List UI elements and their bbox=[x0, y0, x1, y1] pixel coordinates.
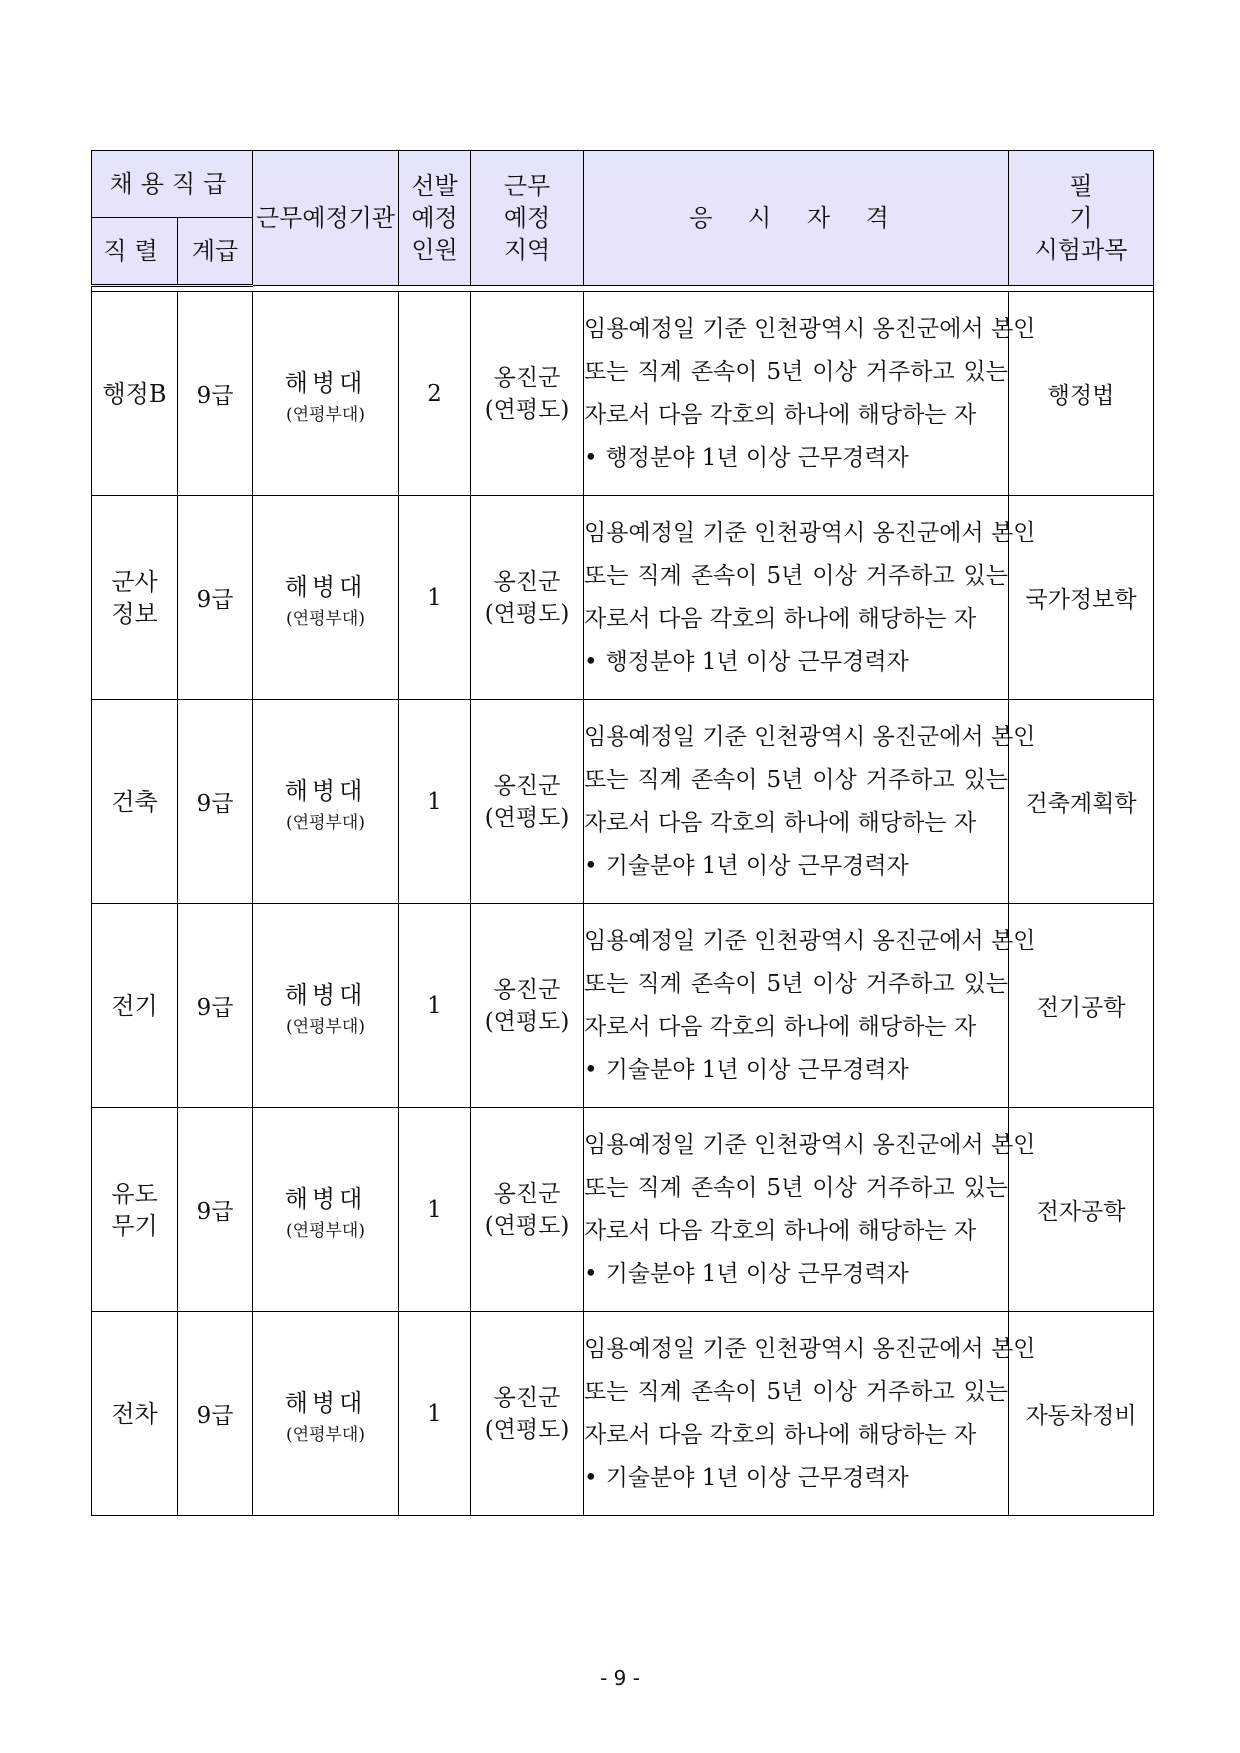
org-name: 해병대 bbox=[284, 368, 367, 397]
qualification-line: 임용예정일 기준 인천광역시 옹진군에서 본인 bbox=[584, 315, 1036, 342]
series-line: 건축 bbox=[111, 787, 158, 816]
series-line: 정보 bbox=[111, 599, 158, 628]
org-unit: (연평부대) bbox=[286, 1220, 365, 1241]
qualification-line: 또는 직계 존속이 5년 이상 거주하고 있는 bbox=[584, 562, 1008, 589]
header-location-line: 예정 bbox=[503, 204, 551, 232]
cell-series bbox=[92, 904, 178, 1108]
qualification-line: 임용예정일 기준 인천광역시 옹진군에서 본인 bbox=[584, 1335, 1036, 1362]
header-grade: 계급 bbox=[178, 218, 253, 286]
table-body bbox=[92, 286, 1154, 1516]
org-unit: (연평부대) bbox=[286, 608, 365, 629]
location-name: 옹진군 bbox=[493, 364, 561, 391]
series-line: 군사 bbox=[111, 567, 158, 596]
cell-grade: 9급 bbox=[178, 496, 253, 700]
cell-location bbox=[471, 904, 584, 1108]
table-row bbox=[92, 292, 1154, 496]
table-row bbox=[92, 700, 1154, 904]
cell-headcount: 1 bbox=[399, 496, 471, 700]
cell-series bbox=[92, 496, 178, 700]
table-header bbox=[92, 151, 1154, 286]
location-name: 옹진군 bbox=[493, 1180, 561, 1207]
header-exam-subject-line: 필 기 bbox=[1069, 172, 1121, 232]
qualification-line: 자로서 다음 각호의 하나에 해당하는 자 bbox=[584, 809, 977, 836]
org-unit: (연평부대) bbox=[286, 404, 365, 425]
org-name: 해병대 bbox=[284, 980, 367, 1009]
table-row bbox=[92, 1108, 1154, 1312]
cell-grade: 9급 bbox=[178, 1108, 253, 1312]
org-unit: (연평부대) bbox=[286, 812, 365, 833]
cell-series bbox=[92, 292, 178, 496]
qualification-bullet: • 기술분야 1년 이상 근무경력자 bbox=[584, 845, 1008, 888]
header-headcount-line: 예정 bbox=[411, 204, 458, 232]
qualification-line: 자로서 다음 각호의 하나에 해당하는 자 bbox=[584, 1217, 977, 1244]
cell-headcount: 1 bbox=[399, 904, 471, 1108]
cell-org bbox=[253, 496, 399, 700]
qualification-line: 임용예정일 기준 인천광역시 옹진군에서 본인 bbox=[584, 1131, 1036, 1158]
cell-org bbox=[253, 1312, 399, 1516]
cell-grade: 9급 bbox=[178, 904, 253, 1108]
cell-org bbox=[253, 700, 399, 904]
cell-location bbox=[471, 292, 584, 496]
cell-qualification bbox=[584, 496, 1036, 700]
org-name: 해병대 bbox=[284, 572, 367, 601]
cell-qualification bbox=[584, 700, 1036, 904]
cell-headcount: 1 bbox=[399, 1312, 471, 1516]
header-exam-subject-line: 시험과목 bbox=[1034, 236, 1128, 264]
location-sub: (연평도) bbox=[484, 1212, 570, 1239]
location-name: 옹진군 bbox=[493, 1384, 561, 1411]
cell-location bbox=[471, 700, 584, 904]
qualification-bullet: • 기술분야 1년 이상 근무경력자 bbox=[584, 1457, 1008, 1500]
org-name: 해병대 bbox=[284, 1388, 367, 1417]
header-headcount bbox=[399, 151, 471, 286]
header-qualification: 응 시 자 격 bbox=[584, 151, 1009, 286]
recruitment-table bbox=[91, 150, 1154, 1516]
qualification-line: 임용예정일 기준 인천광역시 옹진군에서 본인 bbox=[584, 723, 1036, 750]
qualification-line: 또는 직계 존속이 5년 이상 거주하고 있는 bbox=[584, 766, 1008, 793]
cell-grade: 9급 bbox=[178, 1312, 253, 1516]
header-location bbox=[471, 151, 584, 286]
cell-exam-subject: 건축계획학 bbox=[1009, 700, 1154, 904]
cell-location bbox=[471, 1312, 584, 1516]
cell-exam-subject: 전기공학 bbox=[1009, 904, 1154, 1108]
org-name: 해병대 bbox=[284, 1184, 367, 1213]
location-sub: (연평도) bbox=[484, 1416, 570, 1443]
series-line: 전기 bbox=[111, 991, 158, 1020]
cell-location bbox=[471, 496, 584, 700]
header-job-series: 직렬 bbox=[92, 218, 178, 286]
org-name: 해병대 bbox=[284, 776, 367, 805]
cell-location bbox=[471, 1108, 584, 1312]
location-sub: (연평도) bbox=[484, 600, 570, 627]
series-line: 유도 bbox=[111, 1179, 158, 1208]
qualification-line: 임용예정일 기준 인천광역시 옹진군에서 본인 bbox=[584, 927, 1036, 954]
cell-series bbox=[92, 1108, 178, 1312]
series-line: 행정B bbox=[102, 379, 167, 408]
header-headcount-line: 인원 bbox=[411, 236, 458, 264]
qualification-line: 자로서 다음 각호의 하나에 해당하는 자 bbox=[584, 401, 977, 428]
cell-exam-subject: 국가정보학 bbox=[1009, 496, 1154, 700]
page-number: - 9 - bbox=[600, 1666, 640, 1690]
header-job-category: 채용직급 bbox=[92, 151, 253, 218]
cell-org bbox=[253, 904, 399, 1108]
table-row bbox=[92, 496, 1154, 700]
location-name: 옹진군 bbox=[493, 976, 561, 1003]
cell-org bbox=[253, 1108, 399, 1312]
qualification-bullet: • 행정분야 1년 이상 근무경력자 bbox=[584, 641, 1008, 684]
location-sub: (연평도) bbox=[484, 804, 570, 831]
location-sub: (연평도) bbox=[484, 1008, 570, 1035]
location-name: 옹진군 bbox=[493, 568, 561, 595]
location-sub: (연평도) bbox=[484, 396, 570, 423]
cell-grade: 9급 bbox=[178, 700, 253, 904]
cell-series bbox=[92, 1312, 178, 1516]
cell-headcount: 1 bbox=[399, 700, 471, 904]
qualification-line: 또는 직계 존속이 5년 이상 거주하고 있는 bbox=[584, 1174, 1008, 1201]
header-headcount-line: 선발 bbox=[411, 172, 458, 200]
cell-qualification bbox=[584, 1312, 1036, 1516]
header-org: 근무예정기관 bbox=[253, 151, 399, 286]
cell-exam-subject: 전자공학 bbox=[1009, 1108, 1154, 1312]
qualification-bullet: • 기술분야 1년 이상 근무경력자 bbox=[584, 1049, 1008, 1092]
qualification-line: 자로서 다음 각호의 하나에 해당하는 자 bbox=[584, 605, 977, 632]
qualification-line: 임용예정일 기준 인천광역시 옹진군에서 본인 bbox=[584, 519, 1036, 546]
cell-grade: 9급 bbox=[178, 292, 253, 496]
header-location-line: 근무 bbox=[503, 172, 551, 200]
qualification-line: 또는 직계 존속이 5년 이상 거주하고 있는 bbox=[584, 970, 1008, 997]
cell-qualification bbox=[584, 292, 1036, 496]
qualification-line: 또는 직계 존속이 5년 이상 거주하고 있는 bbox=[584, 1378, 1008, 1405]
cell-headcount: 2 bbox=[399, 292, 471, 496]
series-line: 무기 bbox=[111, 1211, 158, 1240]
qualification-line: 또는 직계 존속이 5년 이상 거주하고 있는 bbox=[584, 358, 1008, 385]
series-line: 전차 bbox=[111, 1399, 158, 1428]
cell-exam-subject: 자동차정비 bbox=[1009, 1312, 1154, 1516]
table-row bbox=[92, 904, 1154, 1108]
cell-series bbox=[92, 700, 178, 904]
qualification-bullet: • 기술분야 1년 이상 근무경력자 bbox=[584, 1253, 1008, 1296]
cell-headcount: 1 bbox=[399, 1108, 471, 1312]
header-location-line: 지역 bbox=[503, 236, 551, 264]
table-row bbox=[92, 1312, 1154, 1516]
qualification-line: 자로서 다음 각호의 하나에 해당하는 자 bbox=[584, 1421, 977, 1448]
cell-org bbox=[253, 292, 399, 496]
cell-exam-subject: 행정법 bbox=[1009, 292, 1154, 496]
cell-qualification bbox=[584, 904, 1036, 1108]
qualification-line: 자로서 다음 각호의 하나에 해당하는 자 bbox=[584, 1013, 977, 1040]
org-unit: (연평부대) bbox=[286, 1016, 365, 1037]
cell-qualification bbox=[584, 1108, 1036, 1312]
qualification-bullet: • 행정분야 1년 이상 근무경력자 bbox=[584, 437, 1008, 480]
org-unit: (연평부대) bbox=[286, 1424, 365, 1445]
location-name: 옹진군 bbox=[493, 772, 561, 799]
header-exam-subject bbox=[1009, 151, 1154, 286]
